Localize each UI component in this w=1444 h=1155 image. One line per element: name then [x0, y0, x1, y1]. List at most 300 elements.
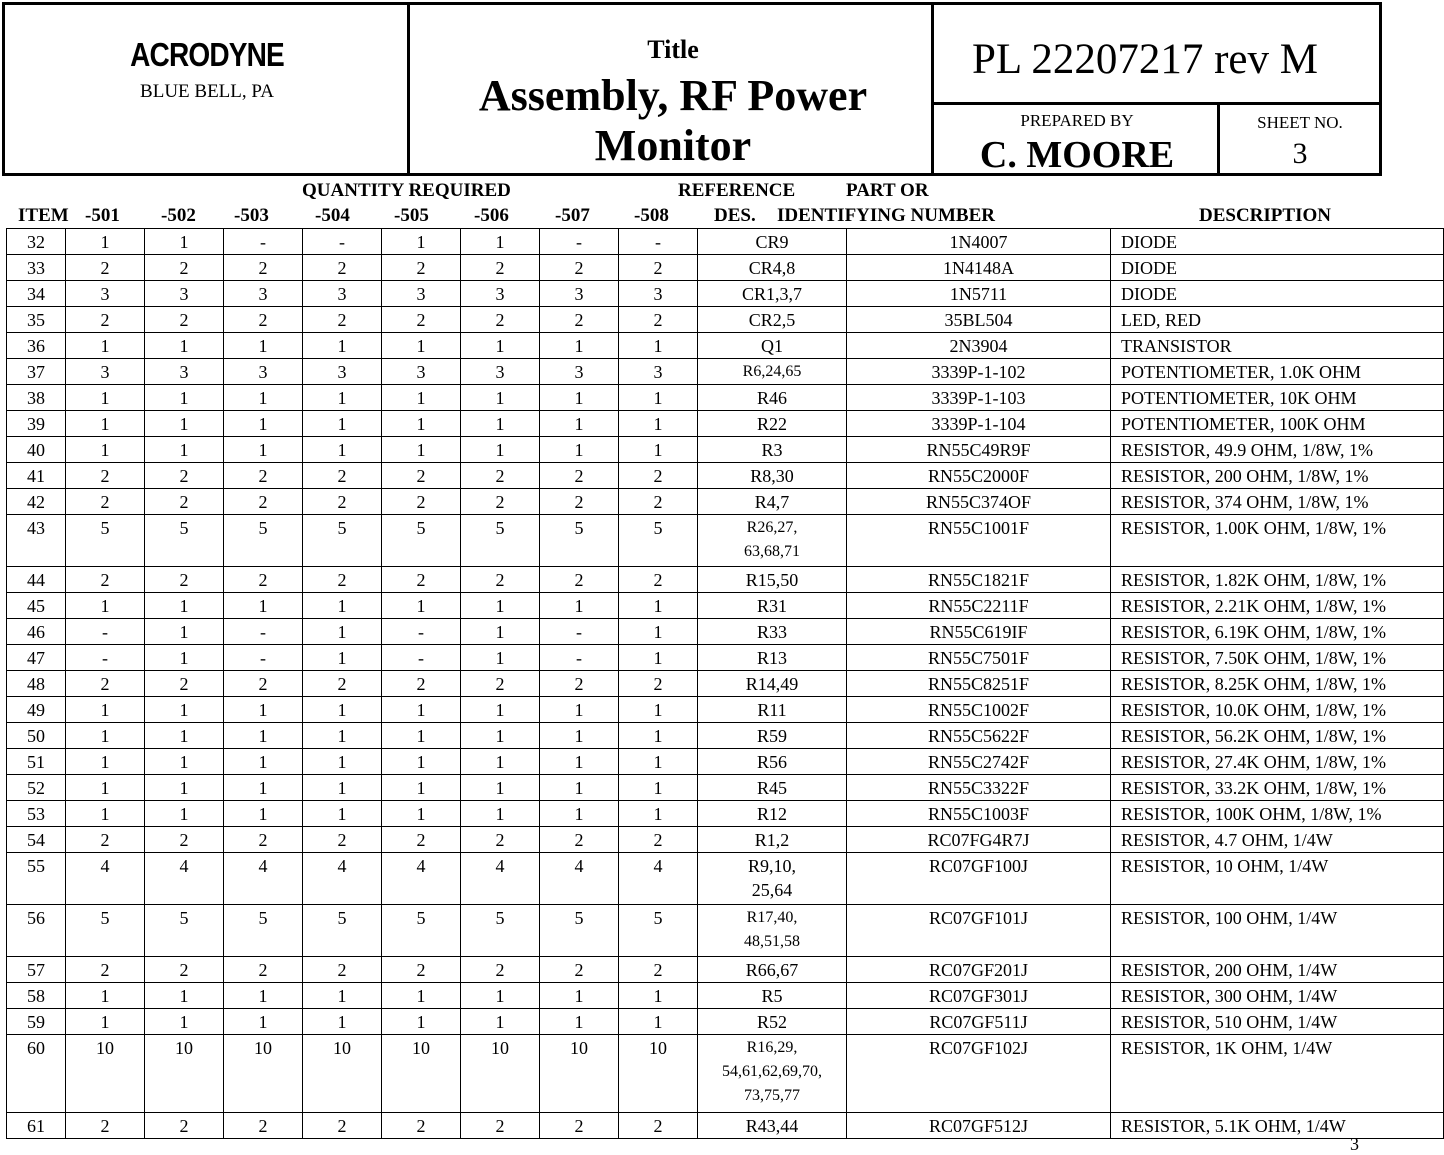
table-row [7, 827, 1444, 853]
table-row [7, 645, 1444, 671]
parts-table-body [7, 229, 1444, 1139]
reference-designator-cell: R12 [698, 801, 847, 827]
quantity-cell: 1 [224, 385, 303, 411]
item-number-cell: 53 [7, 801, 66, 827]
quantity-cell: 2 [145, 1113, 224, 1139]
quantity-cell: 1 [303, 645, 382, 671]
reference-designator-cell: R3 [698, 437, 847, 463]
company-name: ACRODYNE [130, 36, 284, 73]
reference-designator-cell: R33 [698, 619, 847, 645]
part-number-cell: 35BL504 [847, 307, 1111, 333]
reference-designator-line: R17,40, [746, 909, 798, 926]
reference-designator-cell: R11 [698, 697, 847, 723]
quantity-cell: 1 [382, 775, 461, 801]
header-508: -508 [634, 205, 669, 226]
description-cell: RESISTOR, 6.19K OHM, 1/8W, 1% [1111, 619, 1444, 645]
item-number-cell: 58 [7, 983, 66, 1009]
quantity-cell: - [224, 619, 303, 645]
quantity-cell: 2 [382, 307, 461, 333]
quantity-cell: 5 [303, 515, 382, 567]
part-number-cell: RN55C1821F [847, 567, 1111, 593]
quantity-cell: 2 [66, 489, 145, 515]
description-cell: RESISTOR, 2.21K OHM, 1/8W, 1% [1111, 593, 1444, 619]
item-number-cell: 49 [7, 697, 66, 723]
reference-designator-cell: R8,30 [698, 463, 847, 489]
quantity-cell: 1 [619, 749, 698, 775]
quantity-cell: 2 [145, 463, 224, 489]
description-cell: RESISTOR, 374 OHM, 1/8W, 1% [1111, 489, 1444, 515]
quantity-cell: 2 [66, 463, 145, 489]
page-number: 3 [1350, 1134, 1359, 1154]
reference-designator-cell: CR2,5 [698, 307, 847, 333]
quantity-cell: 2 [540, 827, 619, 853]
description-cell: RESISTOR, 200 OHM, 1/4W [1111, 957, 1444, 983]
quantity-cell: 3 [224, 281, 303, 307]
part-number-cell: 1N5711 [847, 281, 1111, 307]
description-cell: LED, RED [1111, 307, 1444, 333]
quantity-cell: 1 [303, 723, 382, 749]
reference-designator-cell: R31 [698, 593, 847, 619]
quantity-cell: - [224, 645, 303, 671]
reference-designator-cell: R1,2 [698, 827, 847, 853]
quantity-cell: 2 [66, 671, 145, 697]
part-number-cell: RN55C5622F [847, 723, 1111, 749]
quantity-cell: 1 [303, 775, 382, 801]
quantity-cell: 5 [619, 515, 698, 567]
quantity-cell: 1 [461, 801, 540, 827]
quantity-cell: 3 [66, 281, 145, 307]
description-cell: DIODE [1111, 229, 1444, 255]
part-number-cell: RN55C2742F [847, 749, 1111, 775]
description-cell: RESISTOR, 10.0K OHM, 1/8W, 1% [1111, 697, 1444, 723]
quantity-cell: 1 [382, 385, 461, 411]
quantity-cell: 2 [619, 671, 698, 697]
quantity-cell: 1 [145, 619, 224, 645]
quantity-cell: 2 [224, 827, 303, 853]
quantity-cell: 2 [461, 671, 540, 697]
reference-designator-cell: R66,67 [698, 957, 847, 983]
description-cell: RESISTOR, 8.25K OHM, 1/8W, 1% [1111, 671, 1444, 697]
part-number-cell: 3339P-1-104 [847, 411, 1111, 437]
reference-designator-line: R9,10, [747, 856, 796, 876]
reference-designator-cell: CR9 [698, 229, 847, 255]
quantity-cell: 5 [461, 905, 540, 957]
quantity-cell: - [66, 645, 145, 671]
quantity-cell: 1 [224, 697, 303, 723]
quantity-cell: 1 [382, 333, 461, 359]
quantity-cell: 2 [224, 489, 303, 515]
item-number-cell: 38 [7, 385, 66, 411]
header-description: DESCRIPTION [1199, 205, 1331, 226]
item-number-cell: 48 [7, 671, 66, 697]
reference-designator-cell: R5 [698, 983, 847, 1009]
reference-designator-cell: R56 [698, 749, 847, 775]
reference-designator-cell: R22 [698, 411, 847, 437]
item-number-cell: 35 [7, 307, 66, 333]
prepared-by-value: C. MOORE [979, 134, 1175, 176]
quantity-cell: 2 [303, 957, 382, 983]
quantity-cell: 1 [540, 437, 619, 463]
quantity-cell: 10 [619, 1035, 698, 1113]
item-number-cell: 60 [7, 1035, 66, 1113]
reference-designator-cell [698, 1035, 847, 1113]
reference-designator-cell: CR4,8 [698, 255, 847, 281]
quantity-cell: 2 [382, 671, 461, 697]
quantity-cell: 1 [461, 645, 540, 671]
quantity-cell: 4 [382, 853, 461, 905]
quantity-cell: 2 [382, 255, 461, 281]
quantity-cell: 1 [66, 437, 145, 463]
table-row [7, 255, 1444, 281]
item-number-cell: 51 [7, 749, 66, 775]
quantity-cell: 3 [145, 359, 224, 385]
description-cell: RESISTOR, 33.2K OHM, 1/8W, 1% [1111, 775, 1444, 801]
quantity-cell: 1 [619, 801, 698, 827]
quantity-cell: 5 [619, 905, 698, 957]
description-cell: POTENTIOMETER, 10K OHM [1111, 385, 1444, 411]
quantity-cell: 3 [145, 281, 224, 307]
quantity-cell: 1 [224, 1009, 303, 1035]
table-row [7, 749, 1444, 775]
part-number-cell: RN55C8251F [847, 671, 1111, 697]
quantity-cell: 2 [66, 307, 145, 333]
item-number-cell: 46 [7, 619, 66, 645]
quantity-cell: 1 [540, 775, 619, 801]
table-row [7, 983, 1444, 1009]
quantity-cell: 2 [540, 307, 619, 333]
quantity-cell: 2 [66, 957, 145, 983]
prepared-by-label: PREPARED BY [1020, 111, 1134, 130]
part-number-cell: RN55C1003F [847, 801, 1111, 827]
quantity-cell: 2 [66, 1113, 145, 1139]
quantity-cell: 3 [619, 281, 698, 307]
quantity-cell: 1 [224, 749, 303, 775]
quantity-cell: 10 [145, 1035, 224, 1113]
reference-designator-line: 73,75,77 [744, 1087, 800, 1104]
table-row [7, 515, 1444, 567]
quantity-cell: 1 [461, 723, 540, 749]
table-row [7, 775, 1444, 801]
header-quantity-required: QUANTITY REQUIRED [302, 180, 511, 201]
reference-designator-cell: R45 [698, 775, 847, 801]
table-row [7, 957, 1444, 983]
table-row [7, 801, 1444, 827]
reference-designator-line: R26,27, [746, 519, 798, 536]
reference-designator-line: 63,68,71 [744, 543, 800, 560]
quantity-cell: 5 [224, 905, 303, 957]
quantity-cell: 2 [224, 255, 303, 281]
table-row [7, 853, 1444, 905]
reference-designator-cell: R52 [698, 1009, 847, 1035]
quantity-cell: 1 [540, 723, 619, 749]
quantity-cell: 2 [540, 489, 619, 515]
quantity-cell: 1 [224, 333, 303, 359]
reference-designator-cell [698, 853, 847, 905]
item-number-cell: 41 [7, 463, 66, 489]
description-cell: RESISTOR, 10 OHM, 1/4W [1111, 853, 1444, 905]
header-506: -506 [474, 205, 509, 226]
quantity-cell: 3 [382, 281, 461, 307]
part-number-cell: RN55C49R9F [847, 437, 1111, 463]
quantity-cell: 1 [224, 411, 303, 437]
quantity-cell: 2 [461, 463, 540, 489]
quantity-cell: 1 [303, 983, 382, 1009]
quantity-cell: 1 [461, 593, 540, 619]
reference-designator-cell: R14,49 [698, 671, 847, 697]
table-row [7, 697, 1444, 723]
item-number-cell: 57 [7, 957, 66, 983]
part-number-cell: RN55C1001F [847, 515, 1111, 567]
quantity-cell: 1 [145, 229, 224, 255]
description-cell: RESISTOR, 7.50K OHM, 1/8W, 1% [1111, 645, 1444, 671]
reference-designator-cell: Q1 [698, 333, 847, 359]
quantity-cell: 1 [303, 749, 382, 775]
quantity-cell: 5 [66, 515, 145, 567]
quantity-cell: 1 [461, 229, 540, 255]
quantity-cell: 2 [224, 1113, 303, 1139]
header-501: -501 [85, 205, 120, 226]
part-number-cell: 3339P-1-103 [847, 385, 1111, 411]
parts-table [6, 228, 1444, 1139]
quantity-cell: 3 [382, 359, 461, 385]
table-row [7, 307, 1444, 333]
quantity-cell: 2 [224, 957, 303, 983]
quantity-cell: 1 [461, 1009, 540, 1035]
quantity-cell: 2 [461, 827, 540, 853]
quantity-cell: 1 [145, 775, 224, 801]
quantity-cell: - [382, 619, 461, 645]
reference-designator-cell: R15,50 [698, 567, 847, 593]
quantity-cell: 1 [145, 593, 224, 619]
quantity-cell: 2 [66, 255, 145, 281]
title-label: Title [647, 35, 699, 64]
part-number-cell: RC07GF102J [847, 1035, 1111, 1113]
quantity-cell: 3 [540, 281, 619, 307]
part-number-cell: RN55C7501F [847, 645, 1111, 671]
quantity-cell: 1 [224, 775, 303, 801]
quantity-cell: 1 [382, 1009, 461, 1035]
table-row [7, 1009, 1444, 1035]
part-list-number: PL 22207217 rev M [972, 36, 1318, 83]
table-row [7, 281, 1444, 307]
header-507: -507 [555, 205, 590, 226]
quantity-cell: 1 [145, 749, 224, 775]
quantity-cell: 2 [303, 463, 382, 489]
quantity-cell: - [619, 229, 698, 255]
sheet-number-value: 3 [1292, 137, 1308, 170]
description-cell: RESISTOR, 100K OHM, 1/8W, 1% [1111, 801, 1444, 827]
table-row [7, 411, 1444, 437]
quantity-cell: 1 [382, 749, 461, 775]
description-cell: RESISTOR, 4.7 OHM, 1/4W [1111, 827, 1444, 853]
quantity-cell: 1 [461, 333, 540, 359]
quantity-cell: - [303, 229, 382, 255]
quantity-cell: 2 [461, 957, 540, 983]
quantity-cell: 1 [382, 983, 461, 1009]
quantity-cell: 1 [145, 333, 224, 359]
quantity-cell: 1 [145, 723, 224, 749]
quantity-cell: - [540, 229, 619, 255]
quantity-cell: 2 [619, 255, 698, 281]
part-number-cell: RC07GF201J [847, 957, 1111, 983]
item-number-cell: 37 [7, 359, 66, 385]
company-cell [5, 5, 409, 173]
quantity-cell: 2 [540, 671, 619, 697]
quantity-cell: 1 [224, 723, 303, 749]
quantity-cell: 1 [303, 697, 382, 723]
header-505: -505 [394, 205, 429, 226]
quantity-cell: 1 [619, 697, 698, 723]
quantity-cell: 1 [303, 619, 382, 645]
quantity-cell: 5 [461, 515, 540, 567]
quantity-cell: 1 [66, 1009, 145, 1035]
quantity-cell: 10 [66, 1035, 145, 1113]
quantity-cell: 2 [303, 489, 382, 515]
quantity-cell: 2 [461, 307, 540, 333]
description-cell: DIODE [1111, 255, 1444, 281]
part-number-cell: 2N3904 [847, 333, 1111, 359]
quantity-cell: 1 [145, 983, 224, 1009]
quantity-cell: 1 [540, 1009, 619, 1035]
quantity-cell: 1 [461, 775, 540, 801]
quantity-cell: 1 [66, 775, 145, 801]
quantity-cell: 1 [540, 333, 619, 359]
item-number-cell: 43 [7, 515, 66, 567]
item-number-cell: 39 [7, 411, 66, 437]
item-number-cell: 47 [7, 645, 66, 671]
document-title-line1: Assembly, RF Power [478, 71, 868, 120]
item-number-cell: 36 [7, 333, 66, 359]
part-number-cell: 1N4148A [847, 255, 1111, 281]
reference-designator-cell: CR1,3,7 [698, 281, 847, 307]
quantity-cell: 1 [461, 697, 540, 723]
quantity-cell: 10 [224, 1035, 303, 1113]
description-cell: RESISTOR, 49.9 OHM, 1/8W, 1% [1111, 437, 1444, 463]
quantity-cell: 1 [66, 801, 145, 827]
quantity-cell: 2 [224, 567, 303, 593]
quantity-cell: 1 [461, 411, 540, 437]
quantity-cell: 1 [461, 437, 540, 463]
quantity-cell: 2 [461, 567, 540, 593]
quantity-cell: 1 [461, 619, 540, 645]
reference-designator-line: 25,64 [751, 880, 793, 900]
table-row [7, 671, 1444, 697]
item-number-cell: 40 [7, 437, 66, 463]
table-row [7, 1113, 1444, 1139]
quantity-cell: 5 [66, 905, 145, 957]
quantity-cell: 4 [303, 853, 382, 905]
quantity-cell: 1 [540, 749, 619, 775]
reference-designator-line: 48,51,58 [744, 933, 800, 950]
quantity-cell: 4 [66, 853, 145, 905]
part-number-cell: RN55C619IF [847, 619, 1111, 645]
quantity-cell: 4 [145, 853, 224, 905]
quantity-cell: 2 [145, 489, 224, 515]
quantity-cell: 5 [145, 905, 224, 957]
quantity-cell: 1 [461, 749, 540, 775]
quantity-cell: 2 [303, 671, 382, 697]
description-cell: RESISTOR, 1K OHM, 1/4W [1111, 1035, 1444, 1113]
reference-designator-line: 54,61,62,69,70, [722, 1063, 822, 1080]
quantity-cell: 3 [224, 359, 303, 385]
item-number-cell: 54 [7, 827, 66, 853]
quantity-cell: 1 [619, 593, 698, 619]
quantity-cell: 2 [540, 255, 619, 281]
quantity-cell: 1 [145, 697, 224, 723]
quantity-cell: 5 [540, 515, 619, 567]
description-cell: TRANSISTOR [1111, 333, 1444, 359]
quantity-cell: 1 [145, 437, 224, 463]
quantity-cell: 1 [540, 801, 619, 827]
quantity-cell: 2 [540, 957, 619, 983]
quantity-cell: 1 [145, 645, 224, 671]
item-number-cell: 44 [7, 567, 66, 593]
title-block-divider [931, 102, 1379, 105]
quantity-cell: 2 [382, 567, 461, 593]
quantity-cell: 1 [66, 723, 145, 749]
sheet-number-label: SHEET NO. [1257, 113, 1343, 132]
part-number-cell: RN55C1002F [847, 697, 1111, 723]
quantity-cell: 1 [224, 593, 303, 619]
part-number-cell: RC07FG4R7J [847, 827, 1111, 853]
quantity-cell: 1 [145, 411, 224, 437]
part-number-cell: RC07GF512J [847, 1113, 1111, 1139]
quantity-cell: 1 [224, 437, 303, 463]
quantity-cell: 2 [461, 1113, 540, 1139]
quantity-cell: 1 [619, 411, 698, 437]
quantity-cell: 2 [66, 567, 145, 593]
quantity-cell: 1 [461, 983, 540, 1009]
description-cell: RESISTOR, 5.1K OHM, 1/4W [1111, 1113, 1444, 1139]
table-row [7, 619, 1444, 645]
description-cell: POTENTIOMETER, 1.0K OHM [1111, 359, 1444, 385]
part-number-cell: RN55C2000F [847, 463, 1111, 489]
quantity-cell: 1 [619, 775, 698, 801]
quantity-cell: 3 [303, 281, 382, 307]
description-cell: RESISTOR, 1.00K OHM, 1/8W, 1% [1111, 515, 1444, 567]
quantity-cell: 1 [382, 723, 461, 749]
quantity-cell: 1 [540, 593, 619, 619]
quantity-cell: 1 [619, 333, 698, 359]
quantity-cell: 1 [540, 385, 619, 411]
document-title [413, 71, 933, 171]
item-number-cell: 56 [7, 905, 66, 957]
quantity-cell: 1 [303, 333, 382, 359]
table-row [7, 385, 1444, 411]
quantity-cell: 5 [145, 515, 224, 567]
quantity-cell: 3 [619, 359, 698, 385]
quantity-cell: 2 [66, 827, 145, 853]
quantity-cell: 2 [382, 827, 461, 853]
description-cell: RESISTOR, 510 OHM, 1/4W [1111, 1009, 1444, 1035]
quantity-cell: 2 [303, 827, 382, 853]
quantity-cell: 2 [619, 957, 698, 983]
item-number-cell: 59 [7, 1009, 66, 1035]
quantity-cell: 4 [461, 853, 540, 905]
quantity-cell: 2 [224, 463, 303, 489]
description-cell: POTENTIOMETER, 100K OHM [1111, 411, 1444, 437]
quantity-cell: 1 [382, 229, 461, 255]
quantity-cell: 5 [540, 905, 619, 957]
header-reference: REFERENCE [678, 180, 796, 201]
quantity-cell: 1 [619, 437, 698, 463]
quantity-cell: 10 [382, 1035, 461, 1113]
description-cell: RESISTOR, 300 OHM, 1/4W [1111, 983, 1444, 1009]
company-city: BLUE BELL, PA [140, 81, 274, 102]
part-number-cell: RN55C374OF [847, 489, 1111, 515]
quantity-cell: 1 [66, 593, 145, 619]
quantity-cell: 3 [303, 359, 382, 385]
